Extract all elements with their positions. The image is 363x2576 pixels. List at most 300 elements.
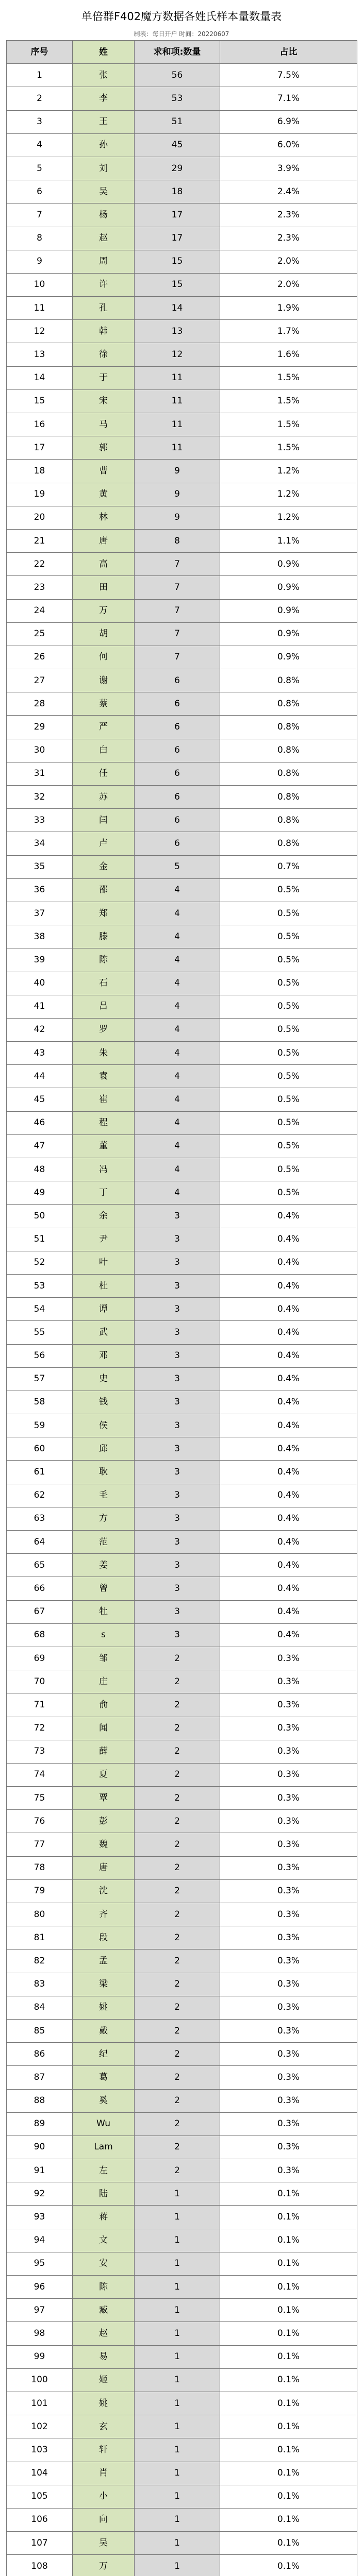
row-index: 14 — [7, 366, 73, 389]
row-count: 11 — [135, 389, 220, 413]
table-row — [7, 2299, 357, 2322]
row-surname: 曹 — [73, 460, 135, 483]
table-row — [7, 1065, 357, 1088]
row-surname: 魏 — [73, 1833, 135, 1856]
row-surname: 陈 — [73, 948, 135, 972]
row-index: 107 — [7, 2532, 73, 2555]
row-count: 2 — [135, 1810, 220, 1833]
table-row — [7, 2508, 357, 2531]
row-count: 8 — [135, 529, 220, 552]
row-count: 11 — [135, 413, 220, 436]
row-index: 32 — [7, 786, 73, 809]
row-share: 0.3% — [220, 1833, 357, 1856]
row-count: 3 — [135, 1623, 220, 1647]
row-count: 1 — [135, 2345, 220, 2368]
row-share: 0.1% — [220, 2322, 357, 2345]
row-index: 35 — [7, 855, 73, 878]
row-surname: 姬 — [73, 2368, 135, 2392]
row-share: 0.3% — [220, 1856, 357, 1879]
row-share: 0.1% — [220, 2438, 357, 2462]
row-count: 2 — [135, 1717, 220, 1740]
table-row — [7, 273, 357, 296]
row-surname: 余 — [73, 1205, 135, 1228]
row-share: 0.9% — [220, 646, 357, 669]
row-count: 2 — [135, 1926, 220, 1950]
row-count: 7 — [135, 622, 220, 646]
row-surname: 严 — [73, 716, 135, 739]
row-index: 63 — [7, 1507, 73, 1530]
row-count: 7 — [135, 646, 220, 669]
row-surname: 赵 — [73, 2322, 135, 2345]
row-surname: 宋 — [73, 389, 135, 413]
row-count: 51 — [135, 110, 220, 133]
row-index: 9 — [7, 250, 73, 273]
header-row — [7, 41, 357, 64]
table-row — [7, 1973, 357, 1996]
table-header — [7, 41, 357, 64]
row-surname: 石 — [73, 972, 135, 995]
row-index: 25 — [7, 622, 73, 646]
row-count: 2 — [135, 2089, 220, 2112]
row-index: 33 — [7, 809, 73, 832]
row-surname: 吕 — [73, 995, 135, 1018]
table-row — [7, 1391, 357, 1414]
row-surname: 苏 — [73, 786, 135, 809]
table-row — [7, 1321, 357, 1344]
table-row — [7, 2322, 357, 2345]
row-surname: 玄 — [73, 2415, 135, 2438]
row-surname: 毛 — [73, 1484, 135, 1507]
row-count: 2 — [135, 1763, 220, 1786]
row-count: 2 — [135, 1996, 220, 2019]
row-count: 15 — [135, 273, 220, 296]
row-index: 11 — [7, 297, 73, 320]
row-count: 6 — [135, 786, 220, 809]
row-surname: 谢 — [73, 669, 135, 692]
table-row — [7, 2276, 357, 2299]
row-index: 13 — [7, 343, 73, 366]
row-share: 0.4% — [220, 1507, 357, 1530]
row-count: 2 — [135, 2043, 220, 2066]
row-index: 31 — [7, 762, 73, 785]
row-share: 1.5% — [220, 389, 357, 413]
row-surname: 吴 — [73, 2532, 135, 2555]
table-row — [7, 622, 357, 646]
row-index: 51 — [7, 1228, 73, 1251]
row-count: 1 — [135, 2508, 220, 2531]
table-row — [7, 483, 357, 506]
row-count: 3 — [135, 1600, 220, 1623]
row-surname: 钱 — [73, 1391, 135, 1414]
row-index: 89 — [7, 2112, 73, 2136]
row-share: 0.5% — [220, 972, 357, 995]
table-row — [7, 2368, 357, 2392]
row-index: 50 — [7, 1205, 73, 1228]
row-index: 17 — [7, 436, 73, 460]
row-share: 0.3% — [220, 1903, 357, 1926]
row-surname: 周 — [73, 250, 135, 273]
row-index: 75 — [7, 1787, 73, 1810]
row-share: 0.3% — [220, 1810, 357, 1833]
row-count: 4 — [135, 1065, 220, 1088]
row-share: 0.9% — [220, 553, 357, 576]
row-share: 0.8% — [220, 716, 357, 739]
table-row — [7, 2415, 357, 2438]
table-row — [7, 110, 357, 133]
row-share: 1.5% — [220, 413, 357, 436]
table-row — [7, 2136, 357, 2159]
row-surname: 黄 — [73, 483, 135, 506]
row-count: 2 — [135, 2019, 220, 2042]
table-row — [7, 902, 357, 925]
row-index: 1 — [7, 64, 73, 87]
row-index: 64 — [7, 1531, 73, 1554]
row-count: 4 — [135, 878, 220, 902]
row-share: 0.5% — [220, 902, 357, 925]
row-share: 0.7% — [220, 855, 357, 878]
row-index: 49 — [7, 1181, 73, 1205]
row-share: 0.4% — [220, 1298, 357, 1321]
row-surname: 安 — [73, 2252, 135, 2275]
table-row — [7, 1018, 357, 1041]
row-surname: 叶 — [73, 1251, 135, 1274]
row-surname: 刘 — [73, 157, 135, 180]
row-surname: 金 — [73, 855, 135, 878]
row-index: 66 — [7, 1577, 73, 1600]
row-count: 3 — [135, 1507, 220, 1530]
row-index: 24 — [7, 599, 73, 622]
row-count: 3 — [135, 1484, 220, 1507]
table-row — [7, 1461, 357, 1484]
row-count: 1 — [135, 2392, 220, 2415]
table-row — [7, 1670, 357, 1693]
row-count: 1 — [135, 2415, 220, 2438]
row-share: 0.4% — [220, 1577, 357, 1600]
row-count: 2 — [135, 1879, 220, 1903]
row-surname: 小 — [73, 2485, 135, 2508]
row-count: 3 — [135, 1461, 220, 1484]
row-count: 6 — [135, 739, 220, 762]
row-count: 2 — [135, 2159, 220, 2182]
row-surname: 滕 — [73, 925, 135, 948]
row-count: 4 — [135, 948, 220, 972]
row-share: 0.5% — [220, 995, 357, 1018]
row-share: 1.9% — [220, 297, 357, 320]
row-share: 0.4% — [220, 1531, 357, 1554]
row-surname: 李 — [73, 87, 135, 110]
row-count: 56 — [135, 64, 220, 87]
table-row — [7, 2345, 357, 2368]
row-surname: 易 — [73, 2345, 135, 2368]
row-surname: 齐 — [73, 1903, 135, 1926]
row-share: 0.4% — [220, 1251, 357, 1274]
table-row — [7, 1111, 357, 1134]
row-count: 2 — [135, 1856, 220, 1879]
row-count: 6 — [135, 669, 220, 692]
row-index: 4 — [7, 133, 73, 157]
row-count: 3 — [135, 1274, 220, 1297]
row-share: 0.1% — [220, 2532, 357, 2555]
row-index: 95 — [7, 2252, 73, 2275]
row-surname: 马 — [73, 413, 135, 436]
table-row — [7, 948, 357, 972]
row-share: 1.2% — [220, 460, 357, 483]
table-row — [7, 1717, 357, 1740]
row-count: 45 — [135, 133, 220, 157]
row-share: 0.4% — [220, 1484, 357, 1507]
table-row — [7, 250, 357, 273]
table-row — [7, 692, 357, 716]
row-surname: Lam — [73, 2136, 135, 2159]
row-share: 3.9% — [220, 157, 357, 180]
row-surname: 冯 — [73, 1158, 135, 1181]
row-index: 36 — [7, 878, 73, 902]
row-share: 0.1% — [220, 2206, 357, 2229]
table-row — [7, 2485, 357, 2508]
row-surname: 左 — [73, 2159, 135, 2182]
row-share: 0.3% — [220, 1926, 357, 1950]
table-row — [7, 1600, 357, 1623]
row-index: 59 — [7, 1414, 73, 1437]
row-surname: 韩 — [73, 320, 135, 343]
row-surname: 赵 — [73, 227, 135, 250]
row-share: 6.0% — [220, 133, 357, 157]
table-row — [7, 133, 357, 157]
row-index: 52 — [7, 1251, 73, 1274]
row-surname: s — [73, 1623, 135, 1647]
row-share: 0.4% — [220, 1437, 357, 1461]
row-index: 46 — [7, 1111, 73, 1134]
row-index: 104 — [7, 2462, 73, 2485]
row-surname: 谭 — [73, 1298, 135, 1321]
row-index: 27 — [7, 669, 73, 692]
row-share: 0.5% — [220, 948, 357, 972]
row-index: 47 — [7, 1134, 73, 1158]
table-row — [7, 1088, 357, 1111]
row-index: 98 — [7, 2322, 73, 2345]
row-share: 0.4% — [220, 1228, 357, 1251]
table-row — [7, 1903, 357, 1926]
table-row — [7, 1158, 357, 1181]
table-row — [7, 599, 357, 622]
row-surname: 郑 — [73, 902, 135, 925]
row-index: 85 — [7, 2019, 73, 2042]
row-share: 0.3% — [220, 1879, 357, 1903]
row-count: 6 — [135, 832, 220, 855]
row-count: 12 — [135, 343, 220, 366]
row-surname: 俞 — [73, 1693, 135, 1717]
row-index: 45 — [7, 1088, 73, 1111]
row-index: 19 — [7, 483, 73, 506]
row-surname: 高 — [73, 553, 135, 576]
row-surname: 朱 — [73, 1042, 135, 1065]
row-count: 6 — [135, 762, 220, 785]
row-surname: 耿 — [73, 1461, 135, 1484]
row-surname: 唐 — [73, 529, 135, 552]
table-row — [7, 925, 357, 948]
row-surname: Wu — [73, 2112, 135, 2136]
row-surname: 吴 — [73, 180, 135, 204]
table-row — [7, 1531, 357, 1554]
table-row — [7, 553, 357, 576]
row-share: 0.1% — [220, 2299, 357, 2322]
table-row — [7, 64, 357, 87]
row-surname: 孔 — [73, 297, 135, 320]
row-share: 2.4% — [220, 180, 357, 204]
table-row — [7, 576, 357, 599]
row-count: 2 — [135, 1833, 220, 1856]
row-count: 1 — [135, 2322, 220, 2345]
row-surname: 胡 — [73, 622, 135, 646]
row-surname: 姜 — [73, 1554, 135, 1577]
row-count: 6 — [135, 809, 220, 832]
row-share: 1.5% — [220, 436, 357, 460]
row-share: 0.1% — [220, 2276, 357, 2299]
row-count: 2 — [135, 1647, 220, 1670]
row-index: 12 — [7, 320, 73, 343]
table-row — [7, 436, 357, 460]
row-share: 0.3% — [220, 2043, 357, 2066]
table-row — [7, 2019, 357, 2042]
row-count: 1 — [135, 2229, 220, 2252]
table-row — [7, 762, 357, 785]
table-row — [7, 2043, 357, 2066]
row-index: 72 — [7, 1717, 73, 1740]
row-share: 0.8% — [220, 692, 357, 716]
row-share: 0.5% — [220, 1181, 357, 1205]
row-index: 57 — [7, 1367, 73, 1391]
table-row — [7, 2112, 357, 2136]
table-row — [7, 2438, 357, 2462]
row-index: 10 — [7, 273, 73, 296]
row-index: 88 — [7, 2089, 73, 2112]
row-surname: 徐 — [73, 343, 135, 366]
row-index: 58 — [7, 1391, 73, 1414]
row-share: 0.4% — [220, 1554, 357, 1577]
row-index: 56 — [7, 1344, 73, 1367]
row-count: 29 — [135, 157, 220, 180]
table-row — [7, 1833, 357, 1856]
row-index: 16 — [7, 413, 73, 436]
row-surname: 奚 — [73, 2089, 135, 2112]
row-index: 5 — [7, 157, 73, 180]
header-index: 序号 — [7, 41, 73, 64]
table-row — [7, 716, 357, 739]
row-share: 0.3% — [220, 2112, 357, 2136]
row-count: 17 — [135, 227, 220, 250]
row-index: 97 — [7, 2299, 73, 2322]
row-surname: 于 — [73, 366, 135, 389]
row-count: 7 — [135, 553, 220, 576]
table-row — [7, 1950, 357, 1973]
row-index: 8 — [7, 227, 73, 250]
row-count: 3 — [135, 1391, 220, 1414]
row-count: 17 — [135, 204, 220, 227]
row-index: 26 — [7, 646, 73, 669]
row-count: 4 — [135, 1088, 220, 1111]
row-surname: 罗 — [73, 1018, 135, 1041]
row-count: 3 — [135, 1321, 220, 1344]
row-surname: 崔 — [73, 1088, 135, 1111]
row-share: 0.8% — [220, 739, 357, 762]
row-share: 1.6% — [220, 343, 357, 366]
table-row — [7, 1763, 357, 1786]
row-surname: 任 — [73, 762, 135, 785]
row-count: 3 — [135, 1577, 220, 1600]
row-count: 6 — [135, 692, 220, 716]
row-surname: 袁 — [73, 1065, 135, 1088]
table-row — [7, 297, 357, 320]
row-count: 3 — [135, 1554, 220, 1577]
row-count: 4 — [135, 1158, 220, 1181]
row-count: 15 — [135, 250, 220, 273]
row-count: 2 — [135, 2112, 220, 2136]
row-index: 7 — [7, 204, 73, 227]
row-share: 0.3% — [220, 2019, 357, 2042]
table-row — [7, 1367, 357, 1391]
row-surname: 沈 — [73, 1879, 135, 1903]
row-index: 67 — [7, 1600, 73, 1623]
row-surname: 葛 — [73, 2066, 135, 2089]
row-index: 83 — [7, 1973, 73, 1996]
row-count: 2 — [135, 1903, 220, 1926]
row-count: 2 — [135, 1670, 220, 1693]
row-count: 1 — [135, 2206, 220, 2229]
header-count: 求和项:数量 — [135, 41, 220, 64]
row-surname: 薛 — [73, 1740, 135, 1763]
row-surname: 史 — [73, 1367, 135, 1391]
row-index: 60 — [7, 1437, 73, 1461]
row-count: 2 — [135, 1950, 220, 1973]
row-index: 22 — [7, 553, 73, 576]
row-share: 0.1% — [220, 2555, 357, 2576]
table-row — [7, 366, 357, 389]
page-title: 单倍群F402魔方数据各姓氏样本量数量表 — [81, 10, 282, 23]
row-count: 3 — [135, 1414, 220, 1437]
row-count: 3 — [135, 1205, 220, 1228]
row-share: 0.9% — [220, 576, 357, 599]
row-share: 0.3% — [220, 1973, 357, 1996]
row-count: 14 — [135, 297, 220, 320]
row-index: 30 — [7, 739, 73, 762]
row-index: 68 — [7, 1623, 73, 1647]
row-surname: 邓 — [73, 1344, 135, 1367]
row-share: 7.5% — [220, 64, 357, 87]
row-surname: 杜 — [73, 1274, 135, 1297]
table-row — [7, 204, 357, 227]
row-surname: 方 — [73, 1507, 135, 1530]
row-share: 0.5% — [220, 1134, 357, 1158]
row-count: 2 — [135, 1787, 220, 1810]
row-index: 21 — [7, 529, 73, 552]
row-surname: 纪 — [73, 2043, 135, 2066]
row-index: 23 — [7, 576, 73, 599]
row-count: 1 — [135, 2462, 220, 2485]
row-share: 0.4% — [220, 1414, 357, 1437]
row-index: 15 — [7, 389, 73, 413]
row-share: 0.5% — [220, 925, 357, 948]
row-share: 0.1% — [220, 2462, 357, 2485]
row-count: 3 — [135, 1531, 220, 1554]
row-count: 1 — [135, 2252, 220, 2275]
row-share: 0.5% — [220, 878, 357, 902]
row-count: 6 — [135, 716, 220, 739]
row-index: 77 — [7, 1833, 73, 1856]
table-row — [7, 1042, 357, 1065]
table-row — [7, 786, 357, 809]
row-surname: 何 — [73, 646, 135, 669]
row-surname: 尹 — [73, 1228, 135, 1251]
